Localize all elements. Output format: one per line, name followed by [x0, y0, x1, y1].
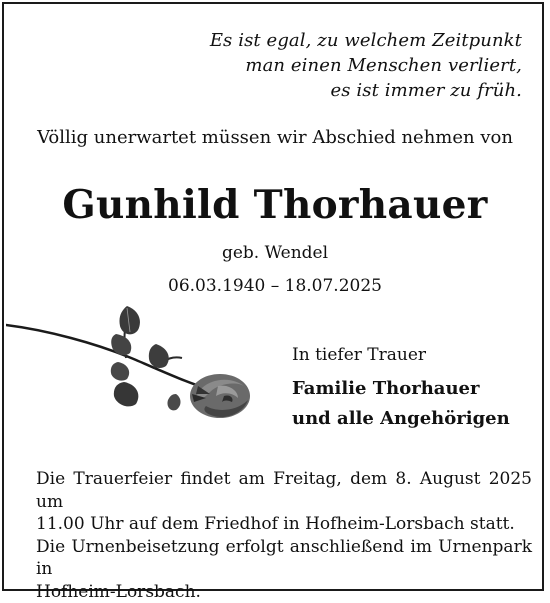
quote-line: man einen Menschen verliert, [192, 53, 522, 78]
quote-line: es ist immer zu früh. [192, 78, 522, 103]
intro-text: Völlig unerwartet müssen wir Abschied nehmen von [0, 126, 550, 150]
notice-line: 11.00 Uhr auf dem Friedhof in Hofheim-Lorsbach statt. [36, 513, 532, 536]
opening-quote [192, 28, 522, 103]
rose-icon [6, 298, 266, 428]
quote-line: Es ist egal, zu welchem Zeitpunkt [192, 28, 522, 53]
notice-line: Hofheim-Lorsbach. [36, 581, 532, 603]
relatives-line: und alle Angehörigen [292, 404, 542, 434]
life-dates: 06.03.1940 – 18.07.2025 [0, 275, 550, 297]
birth-name: geb. Wendel [0, 242, 550, 264]
deceased-name: Gunhild Thorhauer [0, 180, 550, 230]
notice-line: Die Urnenbeisetzung erfolgt anschließend im Urnenpark in [36, 536, 532, 581]
mourners-block [292, 344, 542, 434]
family-name: Familie Thorhauer [292, 374, 542, 404]
funeral-notice [36, 468, 532, 603]
mourning-phrase: In tiefer Trauer [292, 344, 542, 366]
notice-line: Die Trauerfeier findet am Freitag, dem 8. August 2025 um [36, 468, 532, 513]
